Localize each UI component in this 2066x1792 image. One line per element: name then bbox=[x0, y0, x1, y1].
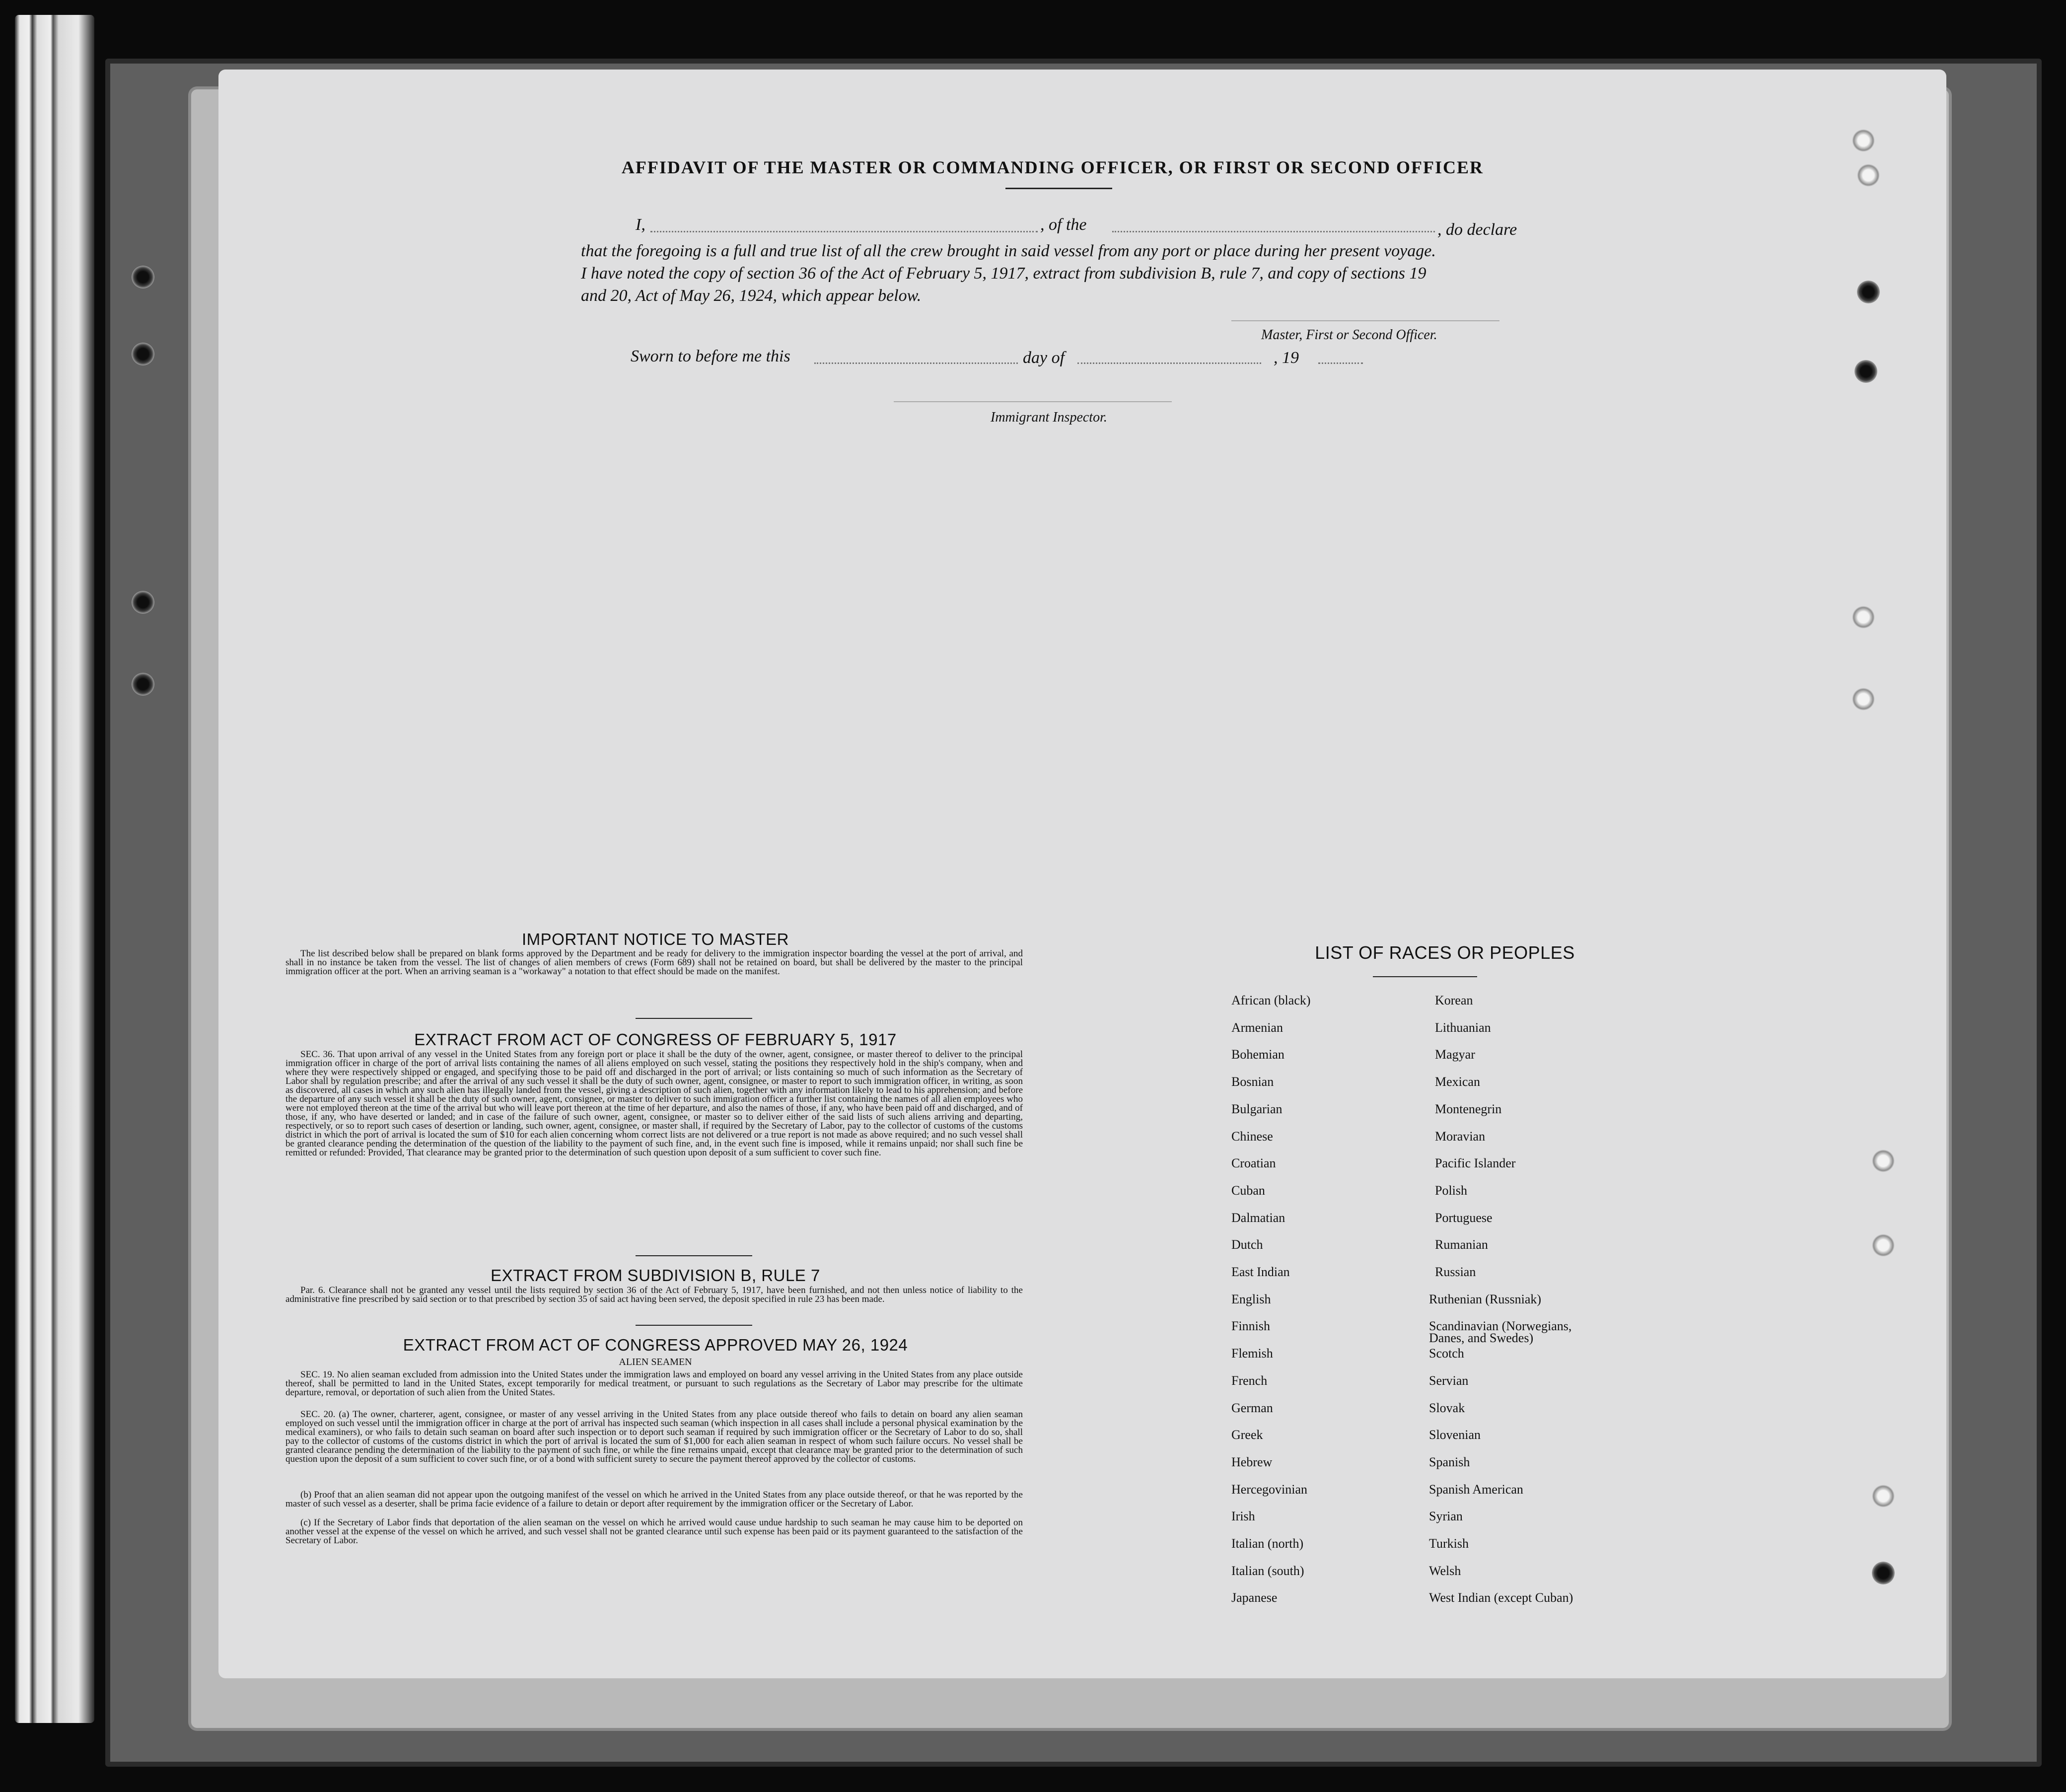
year-blank[interactable] bbox=[1318, 362, 1363, 364]
binder-hole bbox=[1852, 129, 1875, 152]
sec-20b-body: (b) Proof that an alien seaman did not appear upon the outgoing manifest of the vessel on which he arrived in the United States from any place outside thereof, or that he was reported by the master of such vessel as a deserter, shall be prima facie evidence of a failure to detain or deport after requirement by the immigration officer or the Secretary of Labor. bbox=[285, 1490, 1023, 1509]
extract-1917-body: SEC. 36. That upon arrival of any vessel in the United States from any foreign port or place it shall be the duty of the owner, agent, consignee, or master thereof to deliver to the principal immigration officer in charge of the port of arrival lists containing the names of all aliens employed on such vessel, stating the positions they respectively hold in the ship's company, when and where they were respectively shipped or engaged, and specifying those to be paid off and discharged in the port of arrival; or lists containing so much of such information as the Secretary of Labor shall by regulation prescribe; and after the arrival of any such vessel it shall be the duty of such owner, agent, consignee, or master to report to such immigration officer, in writing, as soon as discovered, all cases in which any such alien has illegally landed from the vessel, giving a description of such alien, together with any information likely to lead to his apprehension; and before the departure of any such vessel it shall be the duty of such owner, agent, consignee, or master to deliver to such immigration officer a further list containing the names of all alien employees who were not employed thereon at the time of the arrival but who will leave port thereon at the time of her departure, and also the names of those, if any, who have been paid off and discharged, and of those, if any, who have deserted or landed; and in case of the failure of such owner, agent, consignee, or master so to deliver either of the said lists of such aliens arriving and departing, respectively, or so to report such cases of desertion or landing, such owner, agent, consignee, or master shall, if required by the Secretary of Labor, pay to the collector of customs of the customs district in which the port of arrival is located the sum of $10 for each alien concerning whom correct lists are not delivered or a true report is not made as above required; and no such vessel shall be granted clearance pending the determination of the question of the liability to the payment of such fine, and, in the event such fine is imposed, while it remains unpaid; nor shall such fine be remitted or refunded: Provided, That clearance may be granted prior to the determination of such question upon deposit of a sum sufficient to cover such fine. bbox=[285, 1049, 1023, 1158]
race-item: Rumanian bbox=[1435, 1237, 1488, 1252]
binder-hole bbox=[1857, 164, 1880, 187]
signature-label: Master, First or Second Officer. bbox=[1261, 327, 1437, 343]
section-divider bbox=[636, 1018, 752, 1019]
race-item: Scotch bbox=[1429, 1346, 1464, 1361]
binder-hole bbox=[1857, 281, 1880, 303]
binder-hole bbox=[1872, 1485, 1895, 1507]
race-item: Slovenian bbox=[1429, 1428, 1481, 1442]
subdiv-b-title: EXTRACT FROM SUBDIVISION B, RULE 7 bbox=[491, 1266, 820, 1285]
signature-line[interactable] bbox=[1231, 320, 1499, 321]
race-item: West Indian (except Cuban) bbox=[1429, 1590, 1573, 1605]
race-item: Welsh bbox=[1429, 1563, 1461, 1578]
race-item: African (black) bbox=[1231, 993, 1311, 1007]
vessel-blank[interactable] bbox=[1112, 231, 1435, 232]
sec-19-body: SEC. 19. No alien seaman excluded from admission into the United States under the immigration laws and employed on board any vessel arriving in the United States from any place outside thereof, shall be permitted to land in the United States, except temporarily for medical treatment, or pursuant to such regulations as the Secretary of Labor may prescribe for the ultimate departure, removal, or deportation of such alien from the United States. bbox=[285, 1369, 1023, 1398]
race-item: Scandinavian (Norwegians, bbox=[1429, 1319, 1572, 1334]
races-title: LIST OF RACES OR PEOPLES bbox=[1315, 942, 1575, 963]
affidavit-of-the: , of the bbox=[1040, 215, 1087, 234]
inspector-signature-line[interactable] bbox=[894, 401, 1172, 402]
race-item: Korean bbox=[1435, 993, 1473, 1007]
race-item: Japanese bbox=[1231, 1590, 1278, 1605]
notice-title: IMPORTANT NOTICE TO MASTER bbox=[521, 930, 789, 948]
race-item: Turkish bbox=[1429, 1536, 1469, 1551]
binder-hole bbox=[1854, 360, 1877, 383]
race-item: Spanish American bbox=[1429, 1482, 1523, 1497]
year-text: , 19 bbox=[1274, 349, 1299, 367]
race-item: German bbox=[1231, 1400, 1273, 1415]
document-page bbox=[218, 70, 1946, 1678]
race-item: Slovak bbox=[1429, 1400, 1465, 1415]
race-item: East Indian bbox=[1231, 1265, 1290, 1279]
day-of-text: day of bbox=[1023, 349, 1065, 367]
binder-hole bbox=[132, 673, 154, 696]
race-item: Syrian bbox=[1429, 1509, 1463, 1524]
sworn-day-blank[interactable] bbox=[814, 362, 1018, 364]
inspector-label: Immigrant Inspector. bbox=[991, 410, 1107, 425]
notice-body: The list described below shall be prepared on blank forms approved by the Department and be ready for delivery to the immigration inspector boarding the vessel at the port of arrival, and shall in no instance be taken from the vessel. The list of changes of alien members of crews (Form 689) shall not be retained on board, but shall be delivered by the master to the principal immigration officer at the port. When an arriving seaman is a "workaway" a notation to that effect should be made on the manifest. bbox=[285, 948, 1023, 977]
race-item: Polish bbox=[1435, 1183, 1468, 1198]
race-item: Greek bbox=[1231, 1428, 1263, 1442]
extract-1917-title: EXTRACT FROM ACT OF CONGRESS OF FEBRUARY 5, 1917 bbox=[414, 1030, 897, 1049]
binder-spine bbox=[15, 15, 94, 1723]
binder-hole bbox=[132, 591, 154, 614]
race-item: Russian bbox=[1435, 1265, 1476, 1279]
affidavit-do-declare: , do declare bbox=[1437, 220, 1517, 239]
section-divider bbox=[636, 1255, 752, 1256]
race-item: Chinese bbox=[1231, 1129, 1273, 1144]
race-item: Flemish bbox=[1231, 1346, 1273, 1361]
race-item: Italian (north) bbox=[1231, 1536, 1304, 1551]
race-item: English bbox=[1231, 1291, 1271, 1306]
affidavit-title: AFFIDAVIT OF THE MASTER OR COMMANDING OFFICER, OR FIRST OR SECOND OFFICER bbox=[621, 157, 1484, 177]
binder-hole bbox=[1872, 1562, 1895, 1584]
race-item: Montenegrin bbox=[1435, 1101, 1502, 1116]
binder-hole bbox=[1872, 1149, 1895, 1172]
race-item: Pacific Islander bbox=[1435, 1156, 1516, 1171]
race-item: Portuguese bbox=[1435, 1210, 1493, 1225]
races-divider bbox=[1373, 976, 1477, 977]
race-item: Lithuanian bbox=[1435, 1020, 1491, 1035]
race-item: Italian (south) bbox=[1231, 1563, 1304, 1578]
race-item: Dutch bbox=[1231, 1237, 1263, 1252]
affidavit-line-3: and 20, Act of May 26, 1924, which appear below. bbox=[581, 287, 922, 305]
race-item: Magyar bbox=[1435, 1047, 1475, 1062]
title-divider bbox=[1005, 188, 1112, 189]
alien-seamen-subtitle: ALIEN SEAMEN bbox=[619, 1357, 692, 1367]
section-divider bbox=[636, 1325, 752, 1326]
race-item: Bohemian bbox=[1231, 1047, 1284, 1062]
affidavit-i: I, bbox=[636, 215, 645, 234]
race-item: Servian bbox=[1429, 1373, 1469, 1388]
race-item: Cuban bbox=[1231, 1183, 1265, 1198]
sworn-month-blank[interactable] bbox=[1077, 362, 1261, 364]
race-item: Bulgarian bbox=[1231, 1101, 1282, 1116]
race-item: Armenian bbox=[1231, 1020, 1283, 1035]
race-item: Irish bbox=[1231, 1509, 1255, 1524]
race-item: French bbox=[1231, 1373, 1268, 1388]
race-item: Ruthenian (Russniak) bbox=[1429, 1291, 1542, 1306]
race-item: Croatian bbox=[1231, 1156, 1276, 1171]
race-item: Hercegovinian bbox=[1231, 1482, 1308, 1497]
sec-20a-body: SEC. 20. (a) The owner, charterer, agent, consignee, or master of any vessel arriving in the United States from any place outside thereof who fails to detain on board any alien seaman employed on such vessel until the immigration officer in charge at the port of arrival has inspected such seaman (which inspection in all cases shall include a personal physical examination by the medical examiners), or who fails to detain such seaman on board after such inspection or to deport such seaman if required by such immigration officer or the Secretary of Labor to do so, shall pay to the collector of customs of the customs district in which the port of arrival is located the sum of $1,000 for each alien seaman in respect of whom such failure occurs. No vessel shall be granted clearance pending the determination of the liability to the payment of such fine, or while the fine remains unpaid, except that clearance may be granted prior to the determination of such question upon the deposit of a sum sufficient to cover such fine, or of a bond with sufficient surety to secure the payment thereof approved by the collector of customs. bbox=[285, 1409, 1023, 1464]
race-item: Dalmatian bbox=[1231, 1210, 1285, 1225]
extract-1924-title: EXTRACT FROM ACT OF CONGRESS APPROVED MAY 26, 1924 bbox=[403, 1336, 908, 1354]
race-scandinavian-continued: Danes, and Swedes) bbox=[1429, 1331, 1534, 1345]
sworn-text: Sworn to before me this bbox=[631, 347, 790, 365]
race-item: Mexican bbox=[1435, 1075, 1480, 1089]
binder-hole bbox=[1852, 606, 1875, 629]
binder-hole bbox=[132, 343, 154, 365]
race-item: Spanish bbox=[1429, 1454, 1470, 1469]
subdiv-b-body: Par. 6. Clearance shall not be granted any vessel until the lists required by section 36 of the Act of February 5, 1917, have been furnished, and not then unless notice of liability to the administrative fine prescribed by said section or to that prescribed by section 35 of said act having been served, the deposit specified in rule 23 has been made. bbox=[285, 1285, 1023, 1304]
race-item: Hebrew bbox=[1231, 1454, 1273, 1469]
binder-hole bbox=[1852, 688, 1875, 711]
affidavit-line-1: that the foregoing is a full and true list of all the crew brought in said vessel from any port or place during her present voyage. bbox=[581, 242, 1436, 260]
sec-20c-body: (c) If the Secretary of Labor finds that deportation of the alien seaman on the vessel on which he arrived would cause undue hardship to such seaman he may cause him to be deported on another vessel at the expense of the vessel on which he arrived, and such vessel shall not be granted clearance until such expense has been paid or its payment guaranteed to the satisfaction of the Secretary of Labor. bbox=[285, 1517, 1023, 1546]
name-blank[interactable] bbox=[650, 231, 1038, 232]
race-item: Finnish bbox=[1231, 1319, 1271, 1334]
binder-hole bbox=[132, 266, 154, 288]
affidavit-line-2: I have noted the copy of section 36 of the Act of February 5, 1917, extract from subdivision B, rule 7, and copy of sections 19 bbox=[581, 264, 1426, 283]
binder-hole bbox=[1872, 1234, 1895, 1257]
race-item: Moravian bbox=[1435, 1129, 1486, 1144]
race-item: Bosnian bbox=[1231, 1075, 1274, 1089]
